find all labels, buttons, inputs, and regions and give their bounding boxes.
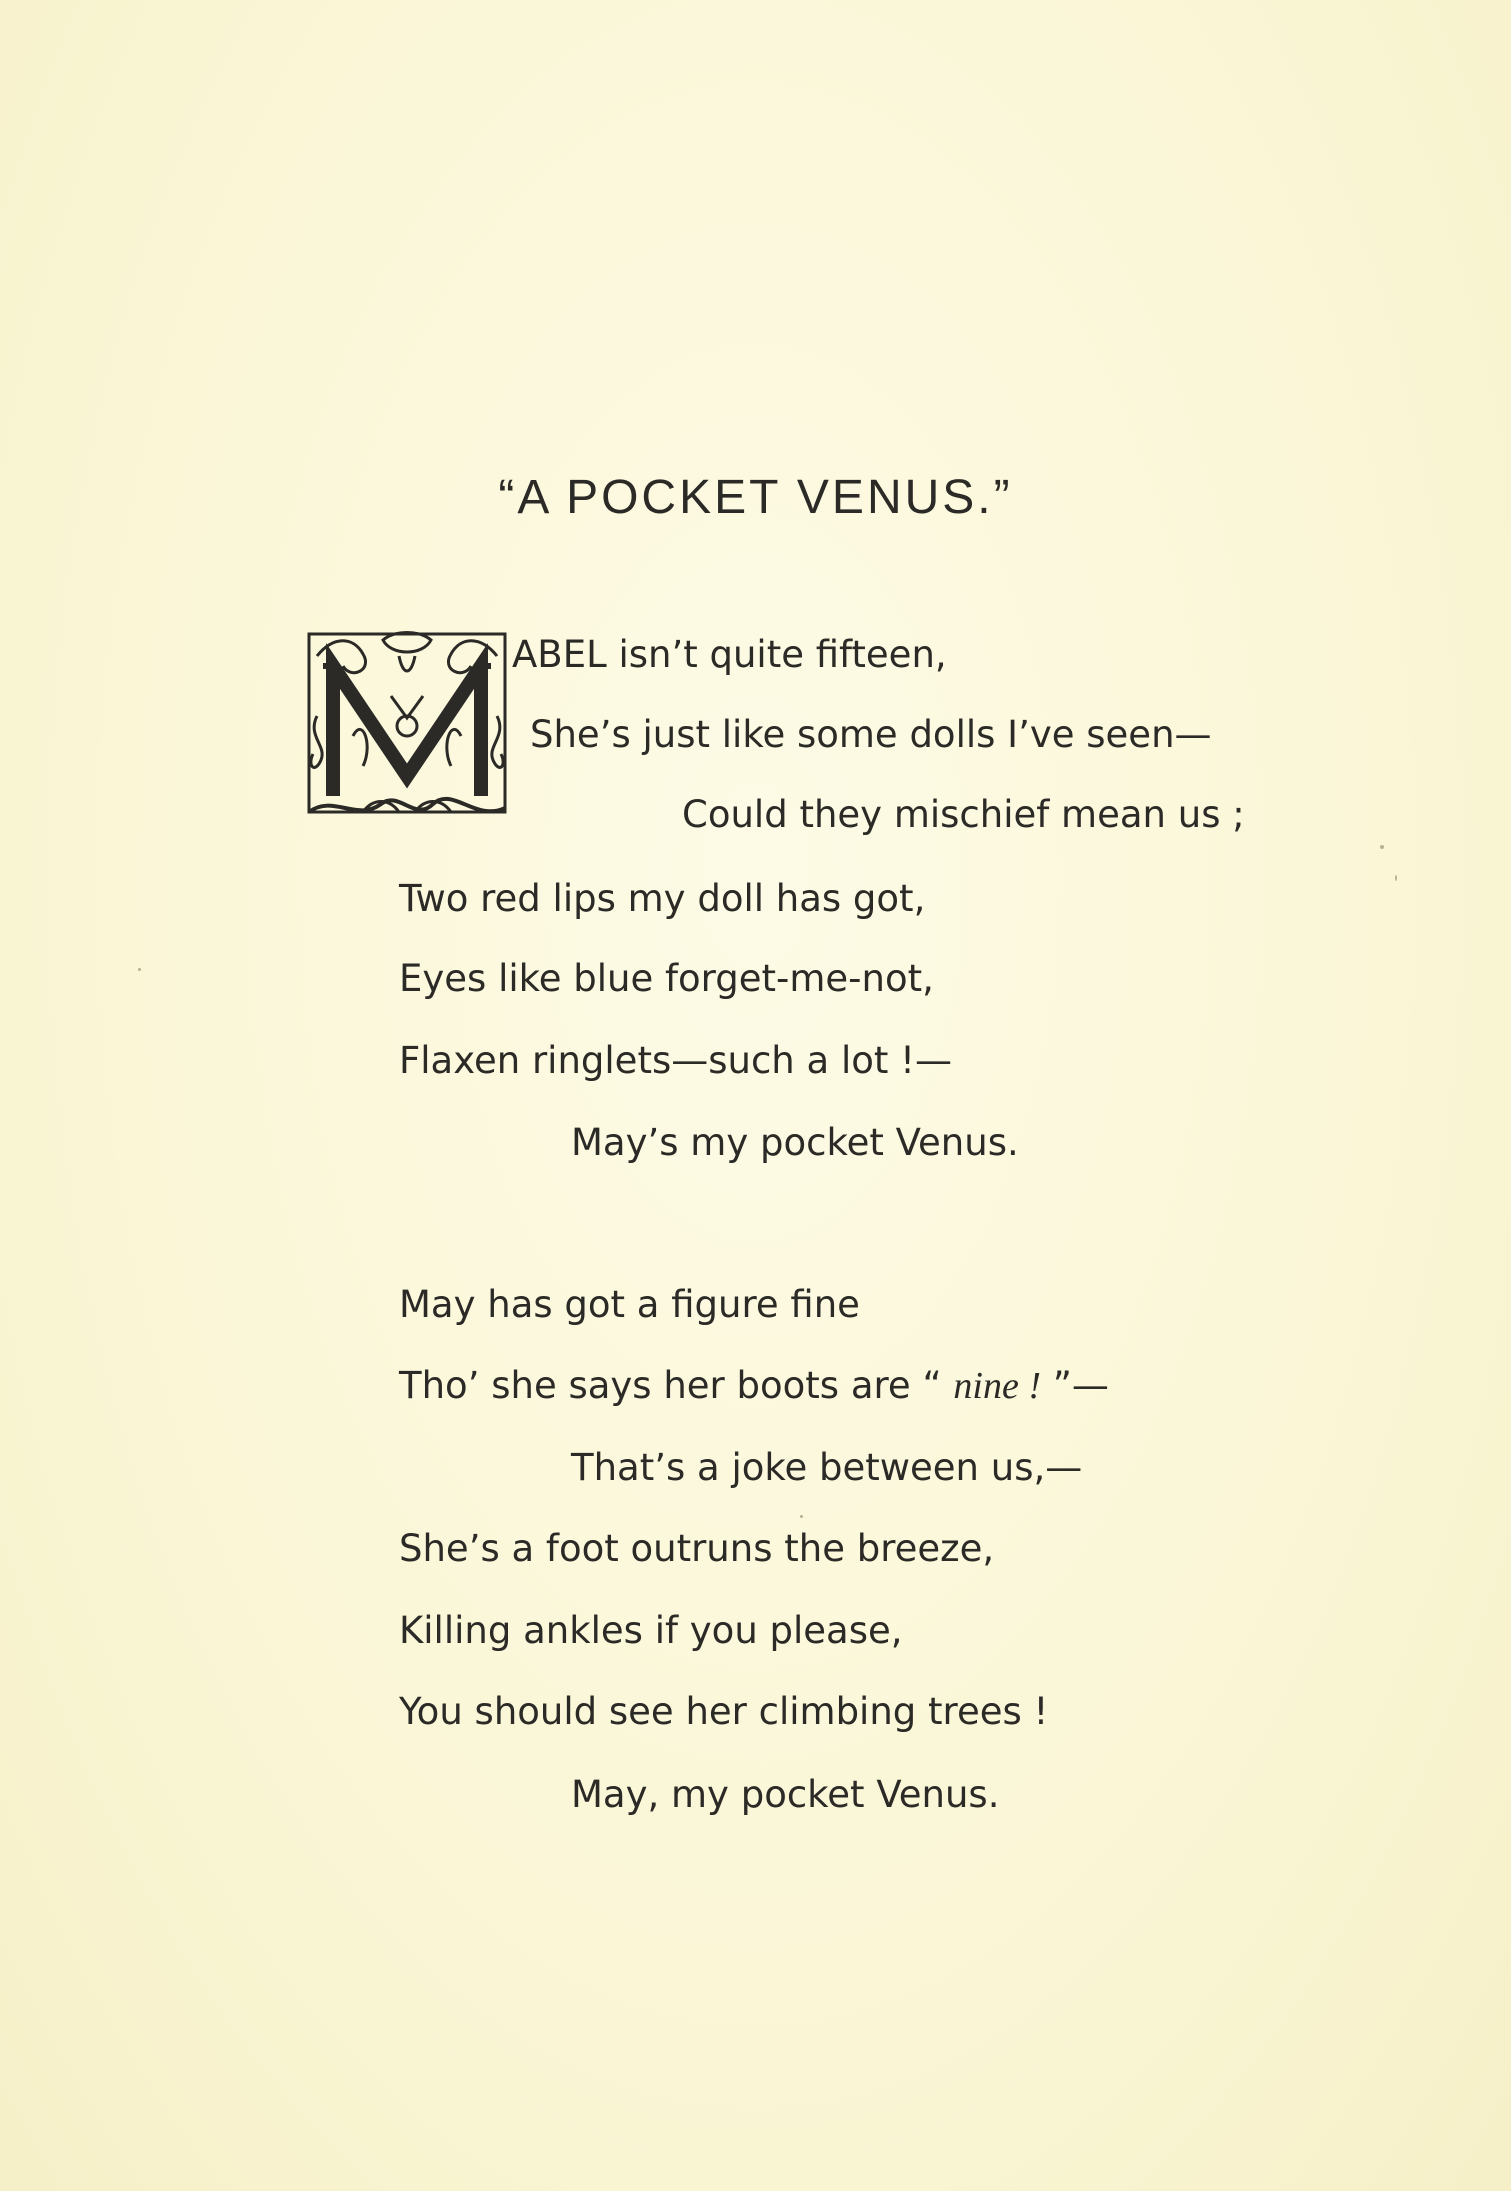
close-quote-dash: ”— <box>1040 1364 1109 1407</box>
poem-line: She’s a foot outruns the breeze, <box>399 1527 995 1570</box>
poem-line: She’s just like some dolls I’ve seen— <box>530 713 1212 756</box>
poem-line-text: Tho’ she says her boots are <box>399 1364 923 1407</box>
poem-line: You should see her climbing trees ! <box>399 1690 1049 1733</box>
paper-speck <box>138 968 141 971</box>
poem-line: ABEL isn’t quite fifteen, <box>512 633 947 676</box>
ornamental-dropcap-m <box>303 626 511 824</box>
italic-word: nine ! <box>953 1365 1041 1407</box>
poem-line <box>399 1364 1109 1407</box>
paper-speck <box>1395 875 1397 881</box>
poem-line: May’s my pocket Venus. <box>571 1121 1019 1164</box>
open-quote: “ <box>922 1364 954 1407</box>
poem-title: “A POCKET VENUS.” <box>498 471 1013 524</box>
poem-line: Could they mischief mean us ; <box>682 793 1245 836</box>
poem-line: Eyes like blue forget-me-not, <box>399 957 934 1000</box>
paper-speck <box>800 1515 803 1518</box>
poem-line: Killing ankles if you please, <box>399 1609 903 1652</box>
poem-line: That’s a joke between us,— <box>571 1446 1083 1489</box>
poem-line: Flaxen ringlets—such a lot !— <box>399 1039 952 1082</box>
poem-line: Two red lips my doll has got, <box>399 877 926 920</box>
paper-speck <box>1380 845 1384 849</box>
poem-line: May has got a figure fine <box>399 1283 860 1326</box>
poem-line: May, my pocket Venus. <box>571 1773 1000 1816</box>
